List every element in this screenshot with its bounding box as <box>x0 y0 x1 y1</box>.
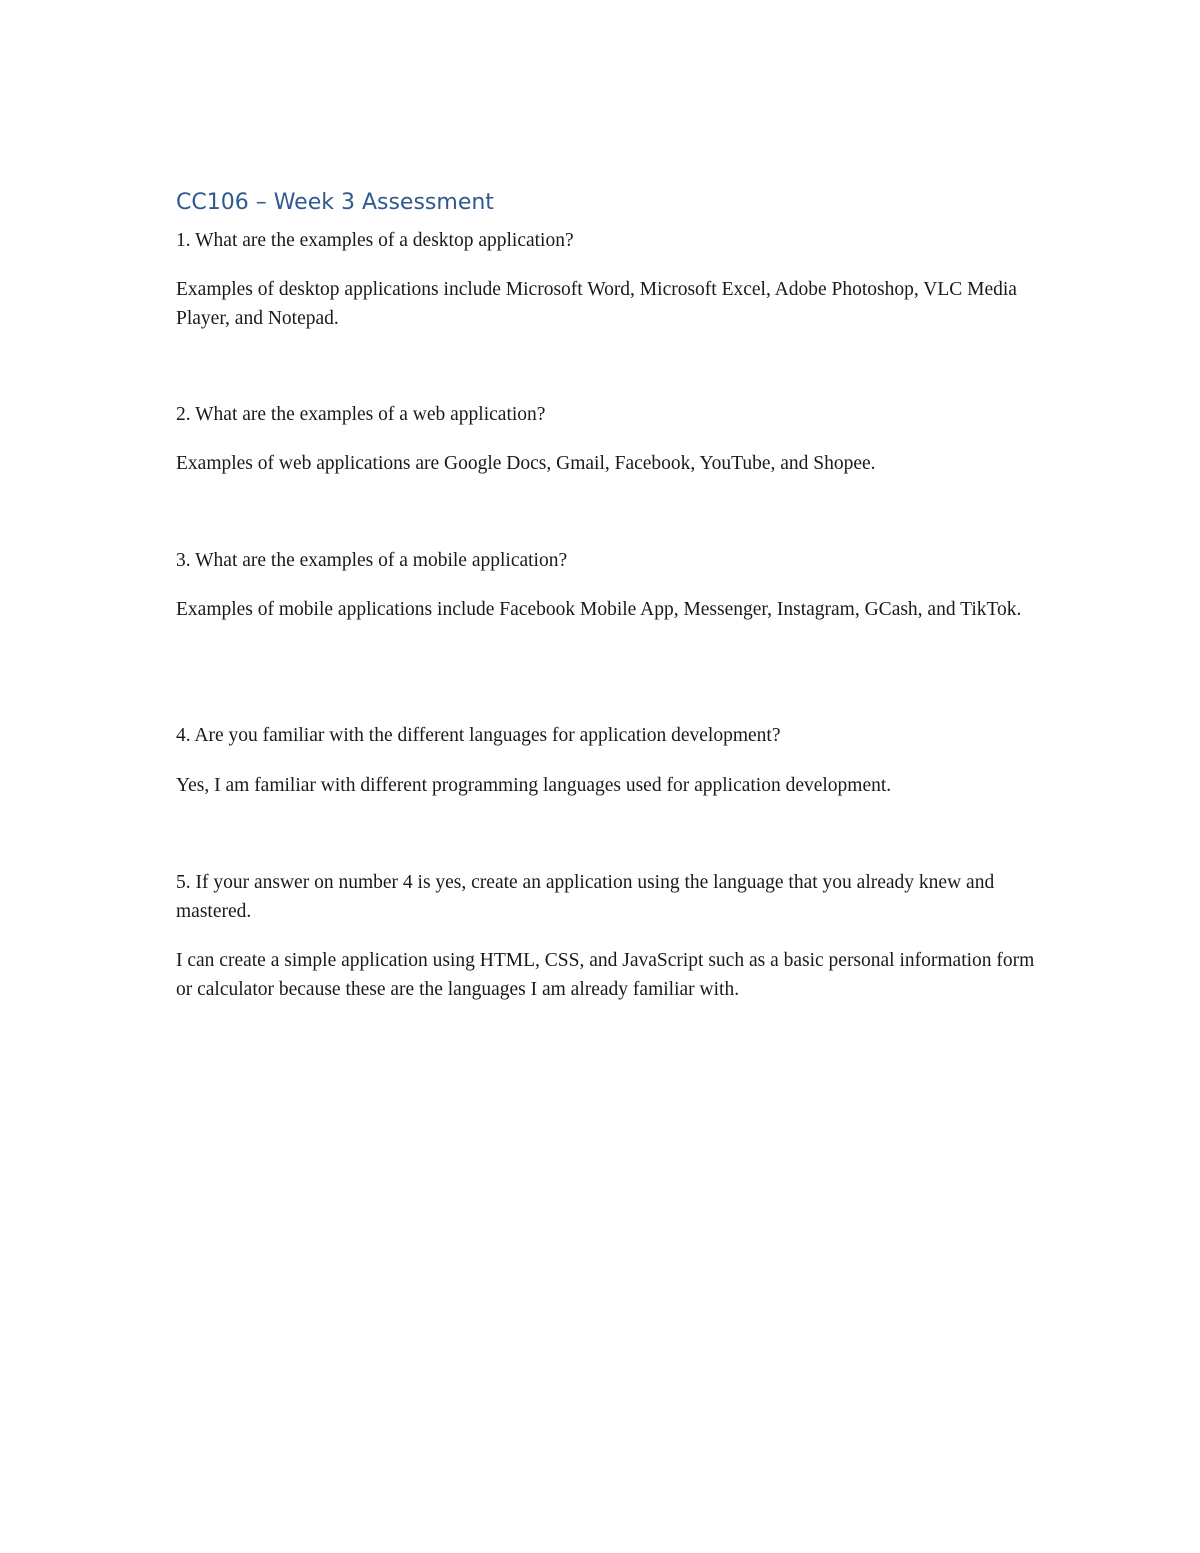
answer-5: I can create a simple application using HTML, CSS, and JavaScript such as a basic personal information form or calculator because these are the languages I am already familiar with. <box>176 950 1035 1000</box>
question-1: 1. What are the examples of a desktop application? <box>176 230 574 251</box>
answer-3: Examples of mobile applications include Facebook Mobile App, Messenger, Instagram, GCash, and TikTok. <box>176 599 1022 620</box>
question-5: 5. If your answer on number 4 is yes, create an application using the language that you already knew and mastered. <box>176 872 995 922</box>
question-3: 3. What are the examples of a mobile application? <box>176 550 568 571</box>
document-title: CC106 – Week 3 Assessment <box>176 190 494 215</box>
question-2: 2. What are the examples of a web application? <box>176 404 546 425</box>
answer-1: Examples of desktop applications include Microsoft Word, Microsoft Excel, Adobe Photoshop, VLC Media Player, and Notepad. <box>176 279 1017 329</box>
answer-2: Examples of web applications are Google Docs, Gmail, Facebook, YouTube, and Shopee. <box>176 453 876 474</box>
answer-4: Yes, I am familiar with different programming languages used for application development. <box>176 775 892 796</box>
question-4: 4. Are you familiar with the different languages for application development? <box>176 725 781 746</box>
